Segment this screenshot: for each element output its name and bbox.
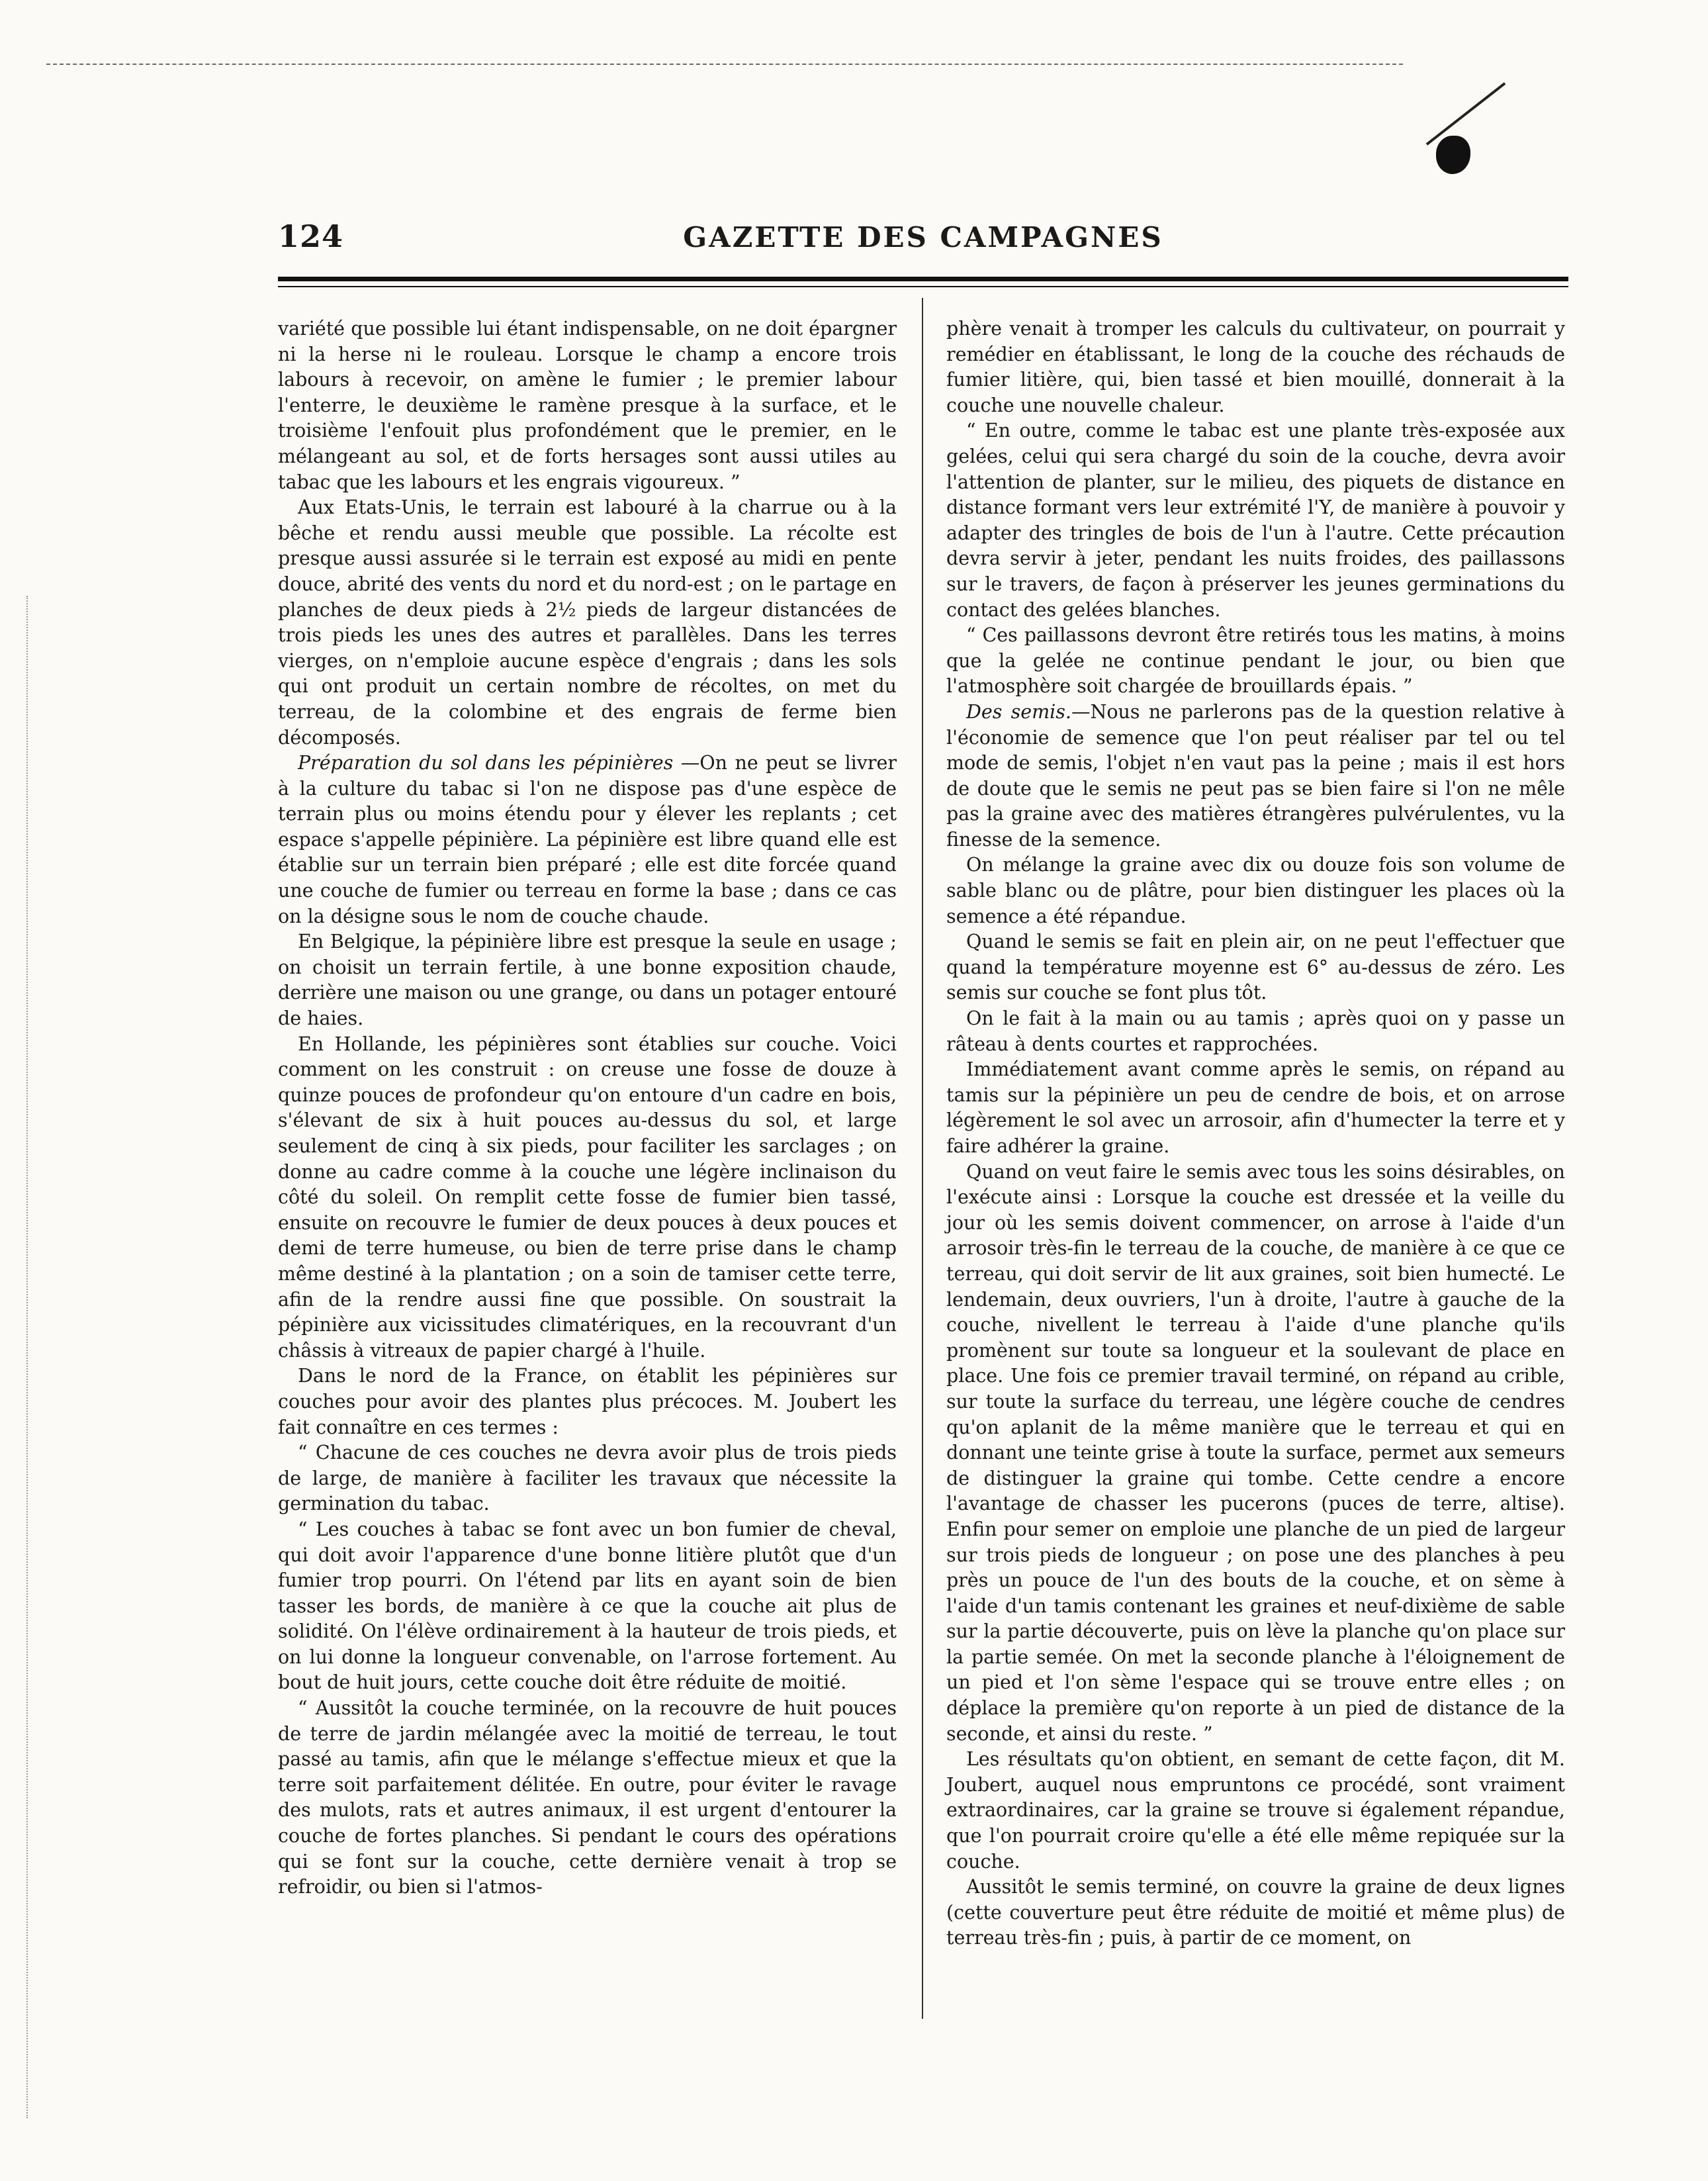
paragraph [278, 1517, 897, 1696]
paragraph [946, 418, 1565, 623]
paragraph-text: En Hollande, les pépinières sont établies sur couche. Voici comment on les construit : on creuse une fosse de douze à quinze pouces de profondeur qu'on entoure d'un cadre en bois, s'élevant de six à huit pouces au-dessus du sol, et large seulement de cinq à six pieds, pour faciliter les sarclages ; on donne au cadre comme à la couche une légère inclinaison du côté du soleil. On remplit cette fosse de fumier bien tassé, ensuite on recouvre le fumier de deux pouces à deux pouces et demi de terre humeuse, ou bien de terre prise dans le champ même destiné à la plantation ; on a soin de tamiser cette terre, afin de la rendre aussi fine que possible. On soustrait la pépinière aux vicissitudes climatériques, en la recouvrant d'un châssis à vitreaux de papier chargé à l'huile. [278, 1033, 897, 1362]
paragraph [278, 1696, 897, 1900]
paragraph [946, 929, 1565, 1006]
paragraph [946, 316, 1565, 418]
paragraph [946, 1747, 1565, 1875]
ink-stroke [1426, 82, 1506, 146]
paragraph-text: Dans le nord de la France, on établit les pépinières sur couches pour avoir des plantes plus précoces. M. Joubert les fait connaître en ces termes : [278, 1365, 897, 1438]
paragraph-text: “ Les couches à tabac se font avec un bon fumier de cheval, qui doit avoir l'apparence d'une bonne litière plutôt que d'un fumier trop pourri. On l'étend par lits en ayant soin de bien tasser les bords, de manière à ce que la couche ait plus de solidité. On l'élève ordinairement à la hauteur de trois pieds, et on lui donne la longueur convenable, on l'arrose fortement. Au bout de huit jours, cette couche doit être réduite de moitié. [278, 1518, 897, 1694]
paragraph-text: On le fait à la main ou au tamis ; après quoi on y passe un râteau à dents courtes et rapprochées. [946, 1007, 1565, 1055]
paragraph-text: Les résultats qu'on obtient, en semant de cette façon, dit M. Joubert, auquel nous empruntons ce procédé, sont vraiment extraordinaires, car la graine se trouve si également répandue, que l'on pourrait croire qu'elle a été elle même repiquée sur la couche. [946, 1748, 1565, 1873]
scan-edge-marks [26, 596, 29, 2118]
paragraph [946, 623, 1565, 700]
paragraph-text: Quand le semis se fait en plein air, on ne peut l'effectuer que quand la température moyenne est 6° au-dessus de zéro. Les semis sur couche se font plus tôt. [946, 931, 1565, 1004]
journal-title: GAZETTE DES CAMPAGNES [683, 221, 1163, 254]
header-rule-thin [278, 286, 1568, 287]
paragraph-text: —Nous ne parlerons pas de la question relative à l'économie de semence que l'on peut réaliser par tel ou tel mode de semis, l'objet n'en vaut pas la peine ; mais il est hors de doute que le semis ne peut pas se bien faire si l'on ne mêle pas la graine avec des matières étrangères pulvérulentes, vu la finesse de la semence. [946, 700, 1566, 851]
page-number: 124 [278, 218, 344, 254]
paragraph-text: phère venait à tromper les calculs du cultivateur, on pourrait y remédier en établissant, le long de la couche des réchauds de fumier litière, qui, bien tassé et bien mouillé, donnerait à la couche une nouvelle chaleur. [946, 318, 1565, 416]
paragraph [278, 751, 897, 929]
paragraph-text: variété que possible lui étant indispensable, on ne doit épargner ni la herse ni le rouleau. Lorsque le champ a encore trois labours à recevoir, on amène le fumier ; le premier labour l'enterre, le deuxième le ramène presque à la surface, et le troisième l'enfouit plus profondément que le premier, en le mélangeant au sol, et de forts hersages sont aussi utiles au tabac que les labours et les engrais vigoureux. ” [278, 318, 897, 493]
paragraph-text: “ En outre, comme le tabac est une plante très-exposée aux gelées, celui qui sera chargé du soin de la couche, devra avoir l'attention de planter, sur le milieu, des piquets de distance en distance formant vers leur extrémité l'Y, de manière à pouvoir y adapter des tringles de bois de l'un à l'autre. Cette précaution devra servir à jeter, pendant les nuits froides, des paillassons sur le travers, de façon à préserver les jeunes germinations du contact des gelées blanches. [946, 420, 1565, 621]
header-rule [278, 277, 1568, 281]
left-column [278, 316, 897, 1900]
paragraph-text: —On ne peut se livrer à la culture du tabac si l'on ne dispose pas d'une espèce de terrain plus ou moins étendu pour y élever les replants ; cet espace s'appelle pépinière. La pépinière est libre quand elle est établie sur un terrain bien préparé ; elle est dite forcée quand une couche de fumier ou terreau en forme la base ; dans ce cas on la désigne sous le nom de couche chaude. [278, 752, 897, 927]
paragraph [946, 1160, 1565, 1747]
column-divider [922, 298, 923, 2019]
paragraph [278, 495, 897, 751]
paragraph-text: “ Chacune de ces couches ne devra avoir plus de trois pieds de large, de manière à faciliter les travaux que nécessite la germination du tabac. [278, 1442, 897, 1515]
paragraph-text: Quand on veut faire le semis avec tous les soins désirables, on l'exécute ainsi : Lorsque la couche est dressée et la veille du jour où les semis doivent commencer, on arrose à l'aide d'un arrosoir très-fin le terreau de la couche, de manière à ce que ce terreau, qui doit servir de lit aux graines, soit bien humecté. Le lendemain, deux ouvriers, l'un à droite, l'autre à gauche de la couche, nivellent le terreau à l'aide d'une planche qu'ils promènent sur toute sa longueur et la soulevant de place en place. Une fois ce premier travail terminé, on répand au crible, sur toute la surface du terreau, une légère couche de cendres qu'on aplanit de la même manière que le terreau et qui en donnant une teinte grise à toute la surface, permet aux semeurs de distinguer la graine qui tombe. Cette cendre a encore l'avantage de chasser les pucerons (puces de terre, altise). Enfin pour semer on emploie une planche de un pied de largeur sur trois pieds de longueur ; on pose une des planches à peu près un pouce de l'un des bouts de la couche, et on sème à l'aide d'un tamis contenant les graines et neuf-dixième de sable sur la partie découverte, puis on lève la planche qu'on place sur la partie semée. On met la seconde planche à l'éloignement de un pied et l'on sème l'espace qui se trouve entre elles ; on déplace la première qu'on reporte à un pied de distance de la seconde, et ainsi du reste. ” [946, 1160, 1565, 1745]
section-lead: Des semis. [966, 700, 1071, 723]
paragraph [946, 1875, 1565, 1951]
right-column [946, 316, 1565, 1951]
paragraph [946, 853, 1565, 929]
paragraph [946, 1006, 1565, 1057]
paragraph [946, 1057, 1565, 1159]
scan-edge-marks [46, 64, 1403, 66]
paragraph-text: Aux Etats-Unis, le terrain est labouré à la charrue ou à la bêche et rendu aussi meuble que possible. La récolte est presque aussi assurée si le terrain est exposé au midi en pente douce, abrité des vents du nord et du nord-est ; on le partage en planches de deux pieds à 2½ pieds de largeur distancées de trois pieds les unes des autres et parallèles. Dans les terres vierges, on n'emploie aucune espèce d'engrais ; dans les sols qui ont produit un certain nombre de récoltes, on met du terreau, de la colombine et des engrais de ferme bien décomposés. [278, 496, 897, 749]
paragraph-text: Immédiatement avant comme après le semis, on répand au tamis sur la pépinière un peu de cendre de bois, et on arrose légèrement le sol avec un arrosoir, afin d'humecter la terre et y faire adhérer la graine. [946, 1058, 1565, 1157]
page-header [278, 218, 1568, 258]
paragraph [278, 929, 897, 1031]
paragraph-text: “ Aussitôt la couche terminée, on la recouvre de huit pouces de terre de jardin mélangée avec la moitié de terreau, le tout passé au tamis, afin que le mélange s'effectue mieux et que la terre soit parfaitement délitée. En outre, pour éviter le ravage des mulots, rats et autres animaux, il est urgent d'entourer la couche de fortes planches. Si pendant le cours des opérations qui se font sur la couche, cette dernière venait à trop se refroidir, ou bien si l'atmos- [278, 1697, 897, 1898]
paragraph-text: Aussitôt le semis terminé, on couvre la graine de deux lignes (cette couverture peut être réduite de moitié et même plus) de terreau très-fin ; puis, à partir de ce moment, on [946, 1876, 1565, 1949]
paragraph-text: En Belgique, la pépinière libre est presque la seule en usage ; on choisit un terrain fertile, à une bonne exposition chaude, derrière une maison ou une grange, ou dans un potager entouré de haies. [278, 931, 897, 1030]
paragraph [278, 1032, 897, 1364]
paragraph-text: “ Ces paillassons devront être retirés tous les matins, à moins que la gelée ne continue pendant le jour, ou bien que l'atmosphère soit chargée de brouillards épais. ” [946, 624, 1565, 698]
ink-blot [1436, 136, 1470, 174]
paragraph [278, 1440, 897, 1517]
paragraph-text: On mélange la graine avec dix ou douze fois son volume de sable blanc ou de plâtre, pour bien distinguer les places où la semence a été répandue. [946, 854, 1565, 927]
paragraph [278, 1364, 897, 1440]
section-lead: Préparation du sol dans les pépinières [298, 752, 674, 774]
paragraph [946, 700, 1565, 853]
paragraph [278, 316, 897, 495]
